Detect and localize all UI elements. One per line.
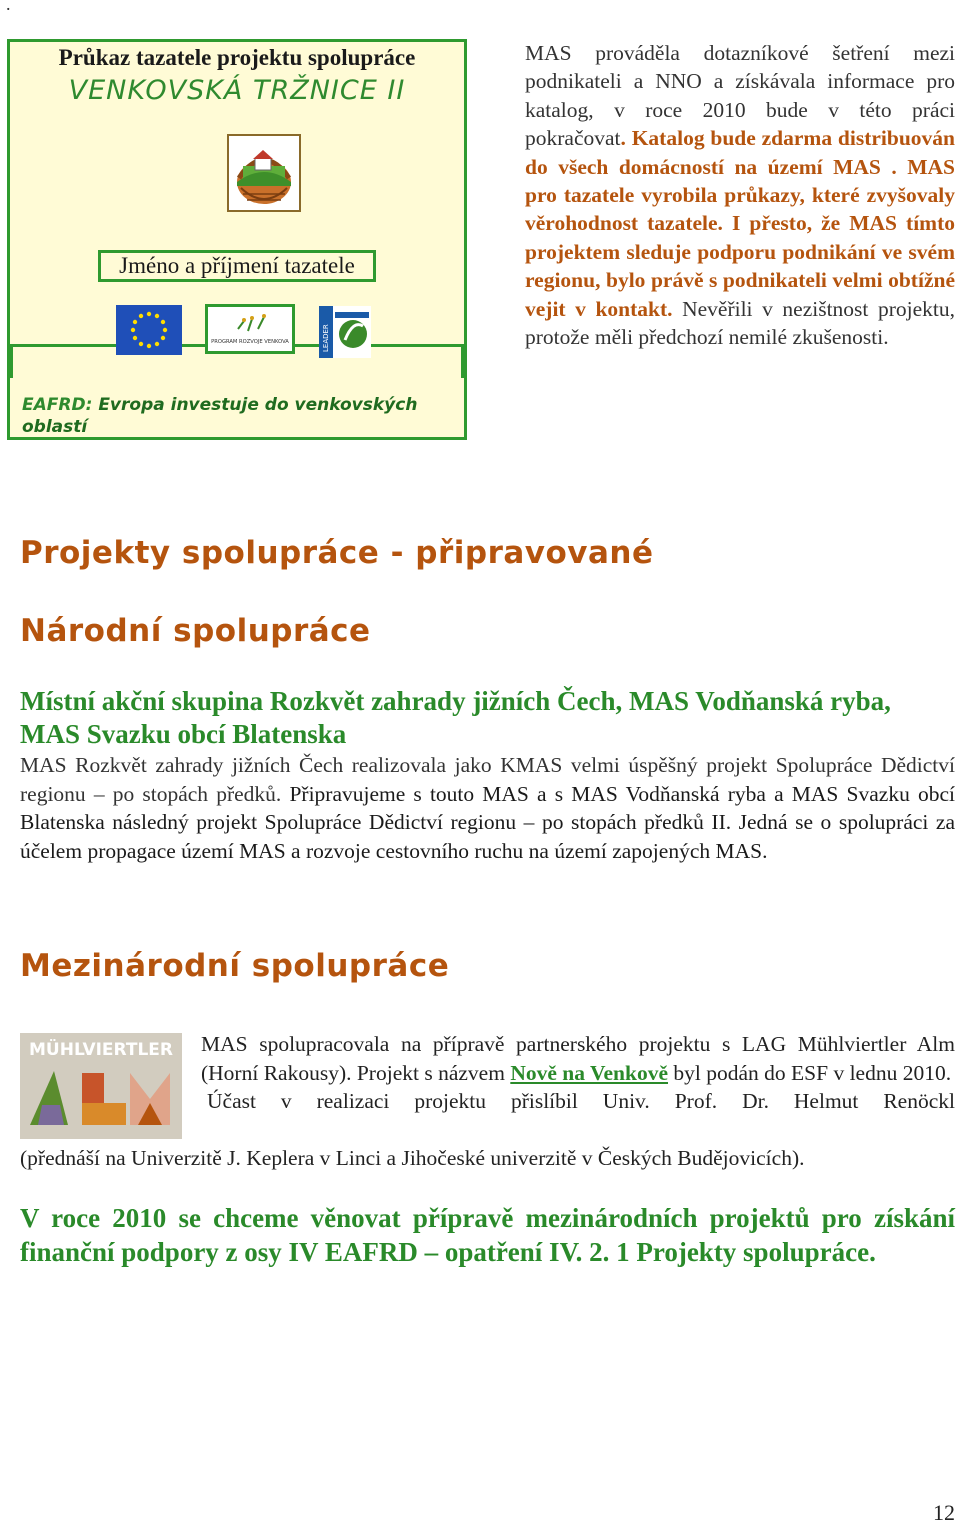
- international-text-2: byl podán do ESF v lednu 2010.: [668, 1060, 952, 1085]
- page-number: 12: [933, 1500, 955, 1525]
- prv-logo-text: PROGRAM ROZVOJE VENKOVA: [211, 339, 289, 345]
- muhlviertler-alm-logo: [20, 1033, 182, 1139]
- eu-stars-icon: [116, 305, 182, 355]
- survey-text-2: . Katalog bude zdarma distribuován do všech domácností na území MAS . MAS pro tazatele vyrobila průkazy, které zvyšovaly věrohodnost tazatele.: [525, 126, 955, 236]
- national-text-2: Připravujeme s touto MAS a s MAS Vodňanská ryba a MAS Svazku obcí Blatenska následný projekt Spolupráce Dědictví regionu – po stopách předků II.: [20, 781, 955, 835]
- eafrd-label: EAFRD:: [22, 395, 93, 415]
- international-text-1: MAS spolupracovala na přípravě partnerského projektu s LAG Mühlviertler Alm (Horní Rakousy). Projekt s názvem: [201, 1032, 955, 1085]
- badge-title: Průkaz tazatele projektu spolupráce: [58, 45, 416, 70]
- national-paragraph: [20, 751, 955, 865]
- page-dot: .: [6, 0, 11, 14]
- leader-icon: [319, 306, 371, 358]
- basket-logo: [227, 134, 301, 212]
- interviewer-badge: [7, 39, 467, 440]
- leader-logo: [319, 306, 371, 358]
- alm-logo-icon: [20, 1033, 182, 1139]
- plans-2010: V roce 2010 se chceme věnovat přípravě mezinárodních projektů pro získání finanční podpory z osy IV EAFRD – opatření IV. 2. 1 Projekty spolupráce.: [20, 1203, 955, 1267]
- leader-logo-text: LEADER: [322, 324, 330, 352]
- basket-icon: [229, 136, 299, 210]
- renockl-line: Účast v realizaci projektu přislíbil Univ. Prof. Dr. Helmut Renöckl: [207, 1089, 955, 1114]
- alm-logo-text: MÜHLVIERTLER: [29, 1040, 173, 1060]
- national-text-3: Jedná se o spolupráci za účelem propagace území MAS a rozvoje cestovního ruchu na území zapojených MAS.: [20, 810, 955, 863]
- renockl-affiliation: (přednáší na Univerzitě J. Keplera v Linci a Jihočeské univerzitě v Českých Budějovicích).: [20, 1146, 805, 1170]
- eafrd-slogan: [22, 394, 442, 438]
- heading-national-cooperation: Národní spolupráce: [20, 613, 371, 649]
- eu-flag-logo: [116, 305, 182, 355]
- name-field: Jméno a příjmení tazatele: [98, 250, 376, 282]
- project-link-nove-na-venkove[interactable]: Nově na Venkově: [510, 1060, 669, 1085]
- program-rozvoje-venkova-logo: [205, 304, 295, 354]
- badge-subtitle: VENKOVSKÁ TRŽNICE II: [68, 75, 406, 106]
- survey-description: [525, 39, 955, 351]
- heading-international-cooperation: Mezinárodní spolupráce: [20, 948, 450, 984]
- prv-icon: [208, 307, 292, 351]
- survey-text-3: I přesto, že MAS tímto projektem sleduje podporu podnikání ve svém regionu, bylo právě s podnikateli velmi obtížné vejit v kontakt.: [525, 211, 955, 321]
- eafrd-text: Evropa investuje do venkovských oblastí: [22, 395, 418, 437]
- international-paragraph: [201, 1030, 955, 1116]
- national-text-1: MAS Rozkvět zahrady jižních Čech realizovala jako KMAS velmi úspěšný projekt Spolupráce Dědictví regionu – po stopách předků.: [20, 753, 955, 806]
- heading-prepared-projects: Projekty spolupráce - připravované: [20, 535, 654, 571]
- survey-text-1: MAS prováděla dotazníkové šetření mezi podnikateli a NNO a získávala informace pro katalog, v roce 2010 bude v této práci pokračovat: [525, 41, 955, 151]
- survey-text-4: Nevěřili v nezištnost projektu, protože měli předchozí nemilé zkušenosti.: [525, 296, 955, 350]
- national-partners-heading: Místní akční skupina Rozkvět zahrady jižních Čech, MAS Vodňanská ryba, MAS Svazku obcí Blatenska: [20, 686, 891, 749]
